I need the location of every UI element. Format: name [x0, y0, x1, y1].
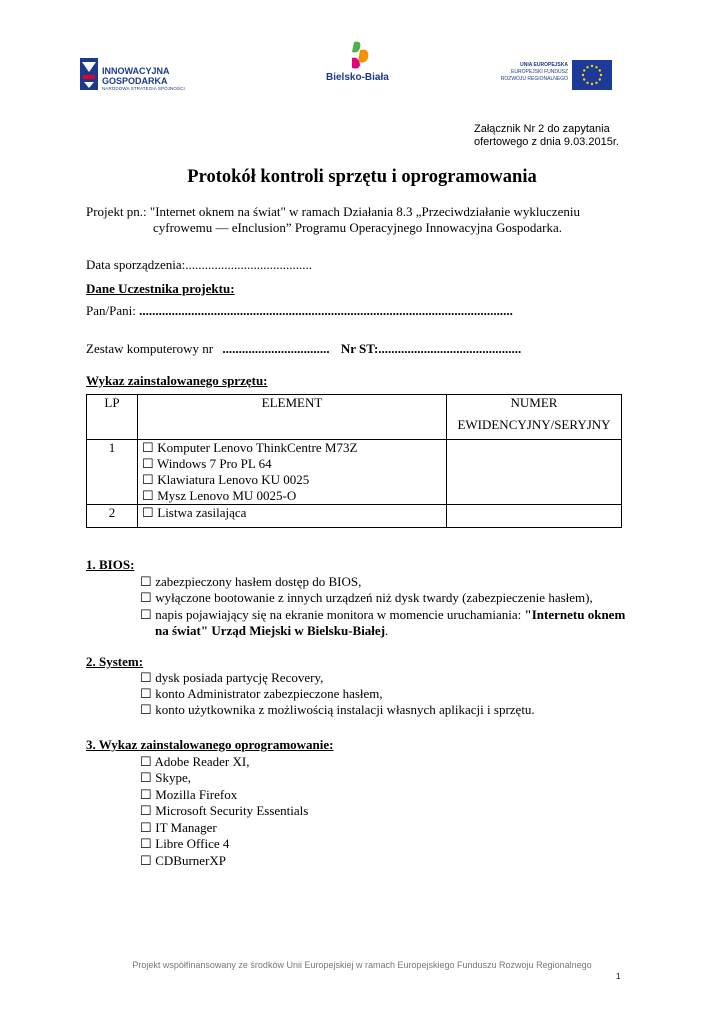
- eu-line2: EUROPEJSKI FUNDUSZ: [511, 69, 568, 75]
- row1-number[interactable]: [447, 440, 622, 505]
- checkbox-icon[interactable]: ☐: [140, 853, 152, 868]
- checkbox-icon[interactable]: ☐: [140, 836, 152, 851]
- checkbox-icon[interactable]: ☐: [142, 456, 154, 471]
- logo-unia-europejska: [500, 60, 615, 92]
- bios-item[interactable]: ☐ wyłączone bootowanie z innych urządzeń niż dysk twardy (zabezpieczenie hasłem),: [140, 590, 593, 605]
- row1-element: [138, 440, 447, 505]
- col-element: ELEMENT: [138, 395, 447, 440]
- bios-item-cont: na świat" Urząd Miejski w Bielsku-Białej.: [155, 623, 389, 638]
- attachment-line2: ofertowego z dnia 9.03.2015r.: [474, 136, 619, 148]
- system-heading: 2. System:: [86, 654, 144, 669]
- eu-line3: ROZWOJU REGIONALNEGO: [500, 76, 568, 82]
- checkbox-icon[interactable]: ☐: [140, 590, 152, 605]
- set-field[interactable]: .................................: [222, 341, 330, 356]
- row2-lp: 2: [87, 505, 138, 528]
- checkbox-icon[interactable]: ☐: [140, 574, 152, 589]
- eu-line1: UNIA EUROPEJSKA: [520, 62, 568, 68]
- col-lp: LP: [87, 395, 138, 440]
- col-number-line1: NUMER: [510, 395, 558, 410]
- st-field[interactable]: ............................................: [378, 341, 522, 356]
- checkbox-icon[interactable]: ☐: [140, 803, 152, 818]
- row2-element: [138, 505, 447, 528]
- software-item[interactable]: ☐ Libre Office 4: [140, 836, 230, 851]
- software-item[interactable]: ☐ Adobe Reader XI,: [140, 754, 250, 769]
- attachment-line1: Załącznik Nr 2 do zapytania: [474, 123, 610, 135]
- col-number-line2: EWIDENCYJNY/SERYJNY: [457, 417, 611, 432]
- row1-item[interactable]: ☐ Mysz Lenovo MU 0025-O: [142, 488, 297, 503]
- ig-line2: GOSPODARKA: [102, 76, 168, 86]
- footer-text: Projekt współfinansowany ze środków Unii Europejskiej w ramach Europejskiego Funduszu Rozwoju Regionalnego: [132, 960, 592, 970]
- system-item[interactable]: ☐ konto Administrator zabezpieczone hasłem,: [140, 686, 383, 701]
- checkbox-icon[interactable]: ☐: [142, 440, 154, 455]
- table-row: [87, 440, 622, 505]
- software-item[interactable]: ☐ IT Manager: [140, 820, 217, 835]
- project-line2: cyfrowemu — eInclusion” Programu Operacyjnego Innowacyjna Gospodarka.: [153, 220, 563, 235]
- eu-flag-icon: [572, 60, 612, 90]
- attachment-note: [474, 123, 619, 149]
- row1-item[interactable]: ☐ Komputer Lenovo ThinkCentre M73Z: [142, 440, 358, 455]
- hardware-heading: Wykaz zainstalowanego sprzętu:: [86, 373, 268, 388]
- set-label: Zestaw komputerowy nr: [86, 341, 214, 356]
- name-field[interactable]: ...................................................................................................................: [139, 303, 513, 318]
- checkbox-icon[interactable]: ☐: [140, 787, 152, 802]
- bios-item[interactable]: ☐ zabezpieczony hasłem dostęp do BIOS,: [140, 574, 362, 589]
- bb-name: Bielsko-Biała: [326, 72, 389, 83]
- checkbox-icon[interactable]: ☐: [140, 702, 152, 717]
- checkbox-icon[interactable]: ☐: [140, 670, 152, 685]
- checkbox-icon[interactable]: ☐: [140, 770, 152, 785]
- software-item[interactable]: ☐ CDBurnerXP: [140, 853, 227, 868]
- software-item[interactable]: ☐ Skype,: [140, 770, 191, 785]
- row2-number[interactable]: [447, 505, 622, 528]
- checkbox-icon[interactable]: ☐: [142, 472, 154, 487]
- name-row: [86, 303, 513, 319]
- page-number: 1: [616, 972, 621, 981]
- row1-lp: 1: [87, 440, 138, 505]
- table-row: [87, 505, 622, 528]
- row1-item[interactable]: ☐ Windows 7 Pro PL 64: [142, 456, 272, 471]
- software-item[interactable]: ☐ Microsoft Security Essentials: [140, 803, 309, 818]
- system-item[interactable]: ☐ konto użytkownika z możliwością instalacji własnych aplikacji i sprzętu.: [140, 702, 535, 717]
- checkbox-icon[interactable]: ☐: [140, 686, 152, 701]
- bios-item[interactable]: ☐ napis pojawiający się na ekranie monitora w momencie uruchamiania: "Internetu oknem: [140, 607, 626, 622]
- set-row: [86, 341, 521, 357]
- software-heading: 3. Wykaz zainstalowanego oprogramowanie:: [86, 737, 334, 752]
- checkbox-icon[interactable]: ☐: [142, 505, 154, 520]
- checkbox-icon[interactable]: ☐: [140, 754, 152, 769]
- row2-item[interactable]: ☐ Listwa zasilająca: [142, 505, 247, 520]
- participant-heading: Dane Uczestnika projektu:: [86, 281, 235, 296]
- ig-logo-mark-icon: [80, 58, 98, 90]
- checkbox-icon[interactable]: ☐: [140, 607, 152, 622]
- st-label: Nr ST:: [340, 341, 379, 356]
- checkbox-icon[interactable]: ☐: [142, 488, 154, 503]
- hardware-table: [86, 394, 622, 528]
- ig-line1: INNOWACYJNA: [102, 66, 170, 76]
- ig-line3: NARODOWA STRATEGIA SPÓJNOŚCI: [102, 86, 185, 91]
- bb-logo-mark-icon: [348, 40, 372, 70]
- system-item[interactable]: ☐ dysk posiada partycję Recovery,: [140, 670, 324, 685]
- table-header-row: [87, 395, 622, 440]
- row1-item[interactable]: ☐ Klawiatura Lenovo KU 0025: [142, 472, 310, 487]
- col-number: [447, 395, 622, 440]
- checkbox-icon[interactable]: ☐: [140, 820, 152, 835]
- page-title: Protokół kontroli sprzętu i oprogramowania: [187, 167, 537, 187]
- project-line1: Projekt pn.: "Internet oknem na świat" w ramach Działania 8.3 „Przeciwdziałanie wykluczeniu: [86, 204, 580, 219]
- software-item[interactable]: ☐ Mozilla Firefox: [140, 787, 238, 802]
- bios-heading: 1. BIOS:: [86, 557, 135, 572]
- name-label: Pan/Pani:: [86, 303, 140, 318]
- date-field[interactable]: Data sporządzenia:.......................................: [86, 257, 313, 272]
- logo-innowacyjna-gospodarka: [80, 58, 185, 92]
- logo-bielsko-biala: [320, 40, 400, 85]
